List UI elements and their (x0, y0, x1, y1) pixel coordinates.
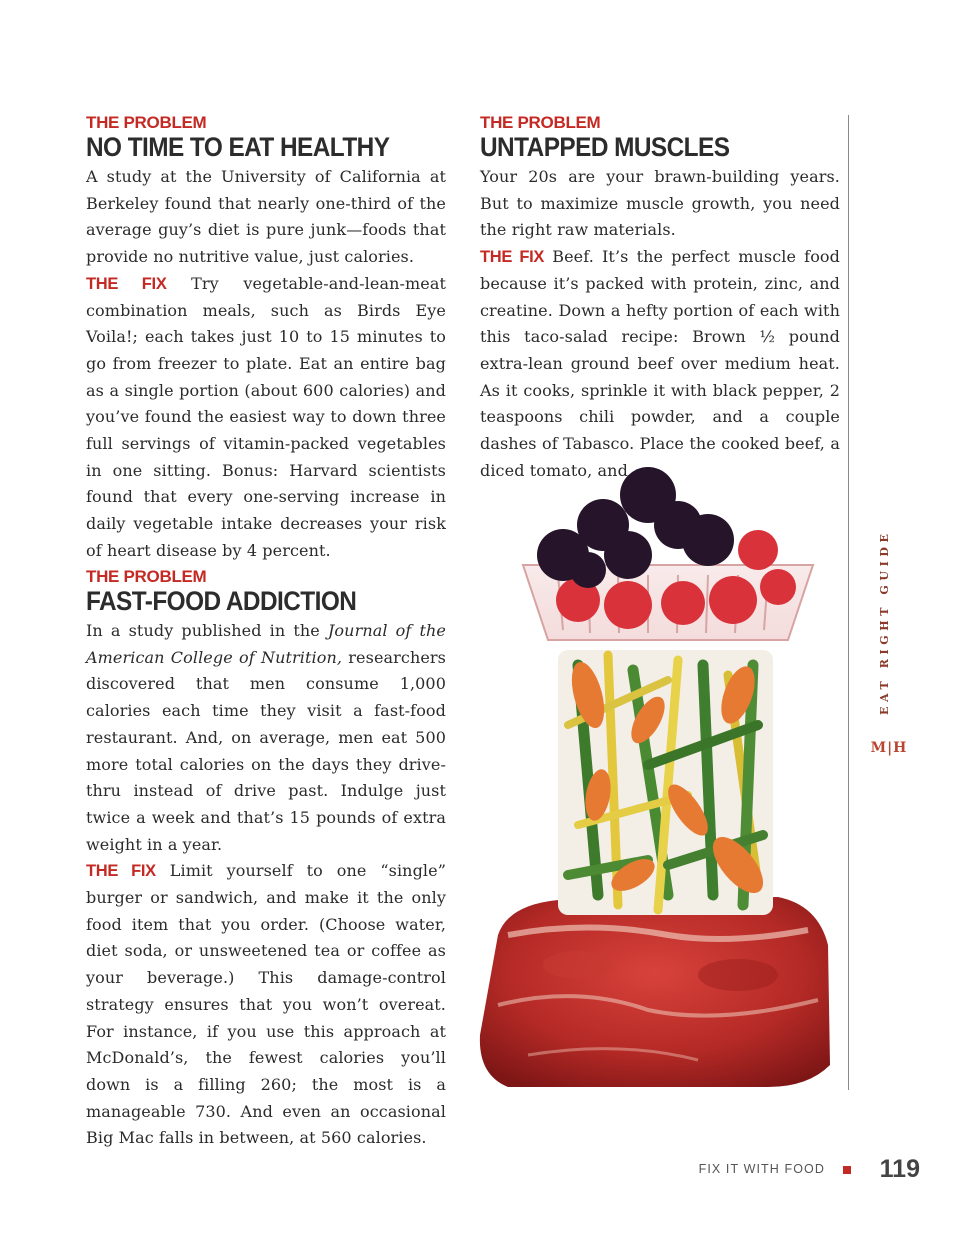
fix-label: THE FIX (480, 248, 545, 267)
section-headline: FAST-FOOD ADDICTION (86, 586, 357, 616)
mh-logo-icon: M|H (870, 740, 908, 756)
fix-label: THE FIX (86, 274, 167, 293)
journal-title: Journal of the American College of Nutrition, (86, 621, 446, 667)
fix-text: Limit yourself to one “single” burger or sandwich, and make it the only food item that you order. (Choose water, diet soda, or unsweetened tea or coffee as your beverage.) This damage-control strategy ensures that you won’t overeat. For instance, if you use this approach at McDonald’s, the fewest calories you’ll down is a filling 260; the most is a manageable 730. And even an occasional Big Mac falls in between, at 560 calories. (86, 861, 446, 1148)
body-pre: In a study published in the (86, 621, 328, 640)
beef-roast (480, 897, 830, 1087)
section-kicker: THE PROBLEM (480, 113, 601, 132)
section-headline: NO TIME TO EAT HEALTHY (86, 132, 390, 162)
page-number: 119 (879, 1155, 920, 1183)
section-kicker: THE PROBLEM (86, 113, 207, 132)
body-post: researchers discovered that men consume 1,000 calories each time they visit a fast-food restaurant. And, on average, men eat 500 more total calories on the days they drive-thru instead of drive past. Indulge just twice a week and that’s 15 pounds of extra weight in a year. (86, 647, 446, 854)
section-body (86, 618, 446, 858)
article-problem-fast-food (86, 568, 446, 1152)
section-body: Your 20s are your brawn-building years. But to maximize muscle growth, you need the right raw materials. (480, 167, 840, 240)
footer-bullet-icon (843, 1166, 851, 1174)
section-headline: UNTAPPED MUSCLES (480, 132, 730, 162)
footer-section-label: FIX IT WITH FOOD (698, 1162, 825, 1176)
section-kicker: THE PROBLEM (86, 567, 207, 586)
section-body: A study at the University of California at Berkeley found that nearly one-third of the average guy’s diet is pure junk—foods that provide no nutritive value, just calories. (86, 167, 446, 267)
article-problem-no-time (86, 114, 446, 565)
vegetables-block (558, 650, 773, 915)
article-problem-untapped-muscles (480, 114, 840, 484)
food-stack-photo (468, 465, 843, 1090)
berry-container (523, 467, 813, 640)
section-tab-label: EAT RIGHT GUIDE (878, 529, 891, 716)
column-rule (848, 115, 849, 1090)
fix-paragraph (86, 271, 446, 565)
fix-paragraph (86, 858, 446, 1152)
fix-paragraph (480, 244, 840, 484)
fix-text: Beef. It’s the perfect muscle food because it’s packed with protein, zinc, and creatine. Down a hefty portion of each with this taco-salad recipe: Brown ½ pound extra-lean ground beef over medium heat. As it cooks, sprinkle it with black pepper, 2 teaspoons chili powder, and a couple dashes of Tabasco. Place the cooked beef, a diced tomato, and (480, 247, 841, 480)
fix-label: THE FIX (86, 862, 156, 881)
fix-text: Try vegetable-and-lean-meat combination meals, such as Birds Eye Voila!; each takes just 10 to 15 minutes to go from freezer to plate. Eat an entire bag as a single portion (about 600 calories) and you’ve found the easiest way to down three full servings of vitamin-packed vegetables in one sitting. Bonus: Harvard scientists found that every one-serving increase in daily vegetable intake decreases your risk of heart disease by 4 percent. (86, 273, 446, 560)
